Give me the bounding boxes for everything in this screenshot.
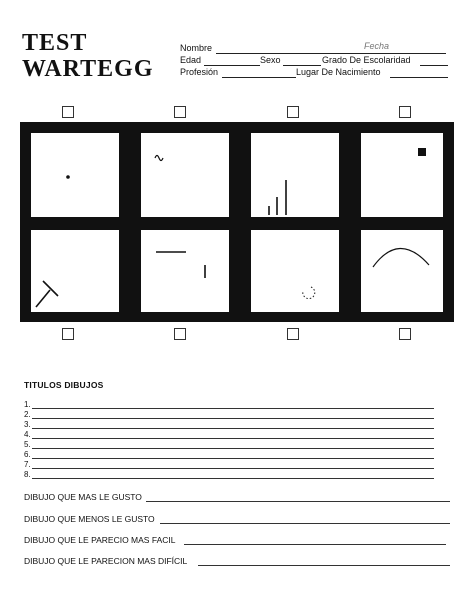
question-hardest[interactable] — [24, 556, 450, 568]
checkbox-top-2[interactable] — [174, 106, 186, 118]
drawing-box-8[interactable] — [361, 230, 443, 312]
nombre-label: Nombre — [180, 43, 213, 53]
question-label: DIBUJO QUE LE PARECION MAS DIFÍCIL — [24, 556, 188, 566]
question-easiest[interactable] — [24, 535, 450, 547]
title-line-2: WARTEGG — [22, 56, 154, 82]
drawing-box-3[interactable] — [251, 133, 339, 217]
checkbox-bottom-1[interactable] — [62, 328, 74, 340]
checkbox-top-3[interactable] — [287, 106, 299, 118]
title-line-1: TEST — [22, 30, 88, 56]
question-label: DIBUJO QUE MENOS LE GUSTO — [24, 514, 155, 524]
numbered-line[interactable] — [24, 460, 434, 470]
checkbox-top-4[interactable] — [399, 106, 411, 118]
drawing-box-2[interactable] — [141, 133, 229, 217]
line-number: 1. — [24, 400, 31, 409]
dot-stimulus-icon — [31, 133, 119, 217]
edad-label: Edad — [180, 55, 202, 65]
line-number: 2. — [24, 410, 31, 419]
drawing-box-5[interactable] — [31, 230, 119, 312]
sexo-label: Sexo — [260, 55, 281, 65]
line-number: 7. — [24, 460, 31, 469]
ascending-lines-stimulus-icon — [251, 133, 339, 217]
line-number: 6. — [24, 450, 31, 459]
numbered-line[interactable] — [24, 450, 434, 460]
numbered-line[interactable] — [24, 400, 434, 410]
question-least-liked[interactable] — [24, 514, 450, 526]
section-heading: TITULOS DIBUJOS — [24, 380, 104, 390]
line-number: 4. — [24, 430, 31, 439]
drawing-box-6[interactable] — [141, 230, 229, 312]
checkbox-bottom-2[interactable] — [174, 328, 186, 340]
numbered-line[interactable] — [24, 420, 434, 430]
large-arc-stimulus-icon — [361, 230, 443, 312]
line-number: 5. — [24, 440, 31, 449]
perpendicular-lines-stimulus-icon — [141, 230, 229, 312]
dotted-arc-stimulus-icon — [251, 230, 339, 312]
question-most-liked[interactable] — [24, 492, 450, 504]
drawing-box-7[interactable] — [251, 230, 339, 312]
drawing-box-1[interactable] — [31, 133, 119, 217]
profesion-label: Profesión — [180, 67, 219, 77]
numbered-line[interactable] — [24, 470, 434, 480]
line-number: 8. — [24, 470, 31, 479]
checkbox-bottom-3[interactable] — [287, 328, 299, 340]
numbered-line[interactable] — [24, 410, 434, 420]
checkbox-top-1[interactable] — [62, 106, 74, 118]
square-stimulus-icon — [361, 133, 443, 217]
line-number: 3. — [24, 420, 31, 429]
numbered-line[interactable] — [24, 430, 434, 440]
numbered-line[interactable] — [24, 440, 434, 450]
grado-label: Grado De Escolaridad — [322, 55, 411, 65]
fecha-label: Fecha — [364, 41, 390, 51]
drawing-box-4[interactable] — [361, 133, 443, 217]
angled-lines-stimulus-icon — [31, 230, 119, 312]
lugar-label: Lugar De Nacimiento — [296, 67, 381, 77]
wave-stimulus-icon — [141, 133, 229, 217]
profesion-field[interactable] — [222, 77, 296, 78]
question-label: DIBUJO QUE LE PARECIO MAS FACIL — [24, 535, 176, 545]
wartegg-grid — [20, 122, 454, 322]
lugar-field[interactable] — [390, 77, 448, 78]
grado-field[interactable] — [420, 65, 448, 66]
checkbox-bottom-4[interactable] — [399, 328, 411, 340]
test-title — [22, 30, 172, 82]
question-label: DIBUJO QUE MAS LE GUSTO — [24, 492, 142, 502]
